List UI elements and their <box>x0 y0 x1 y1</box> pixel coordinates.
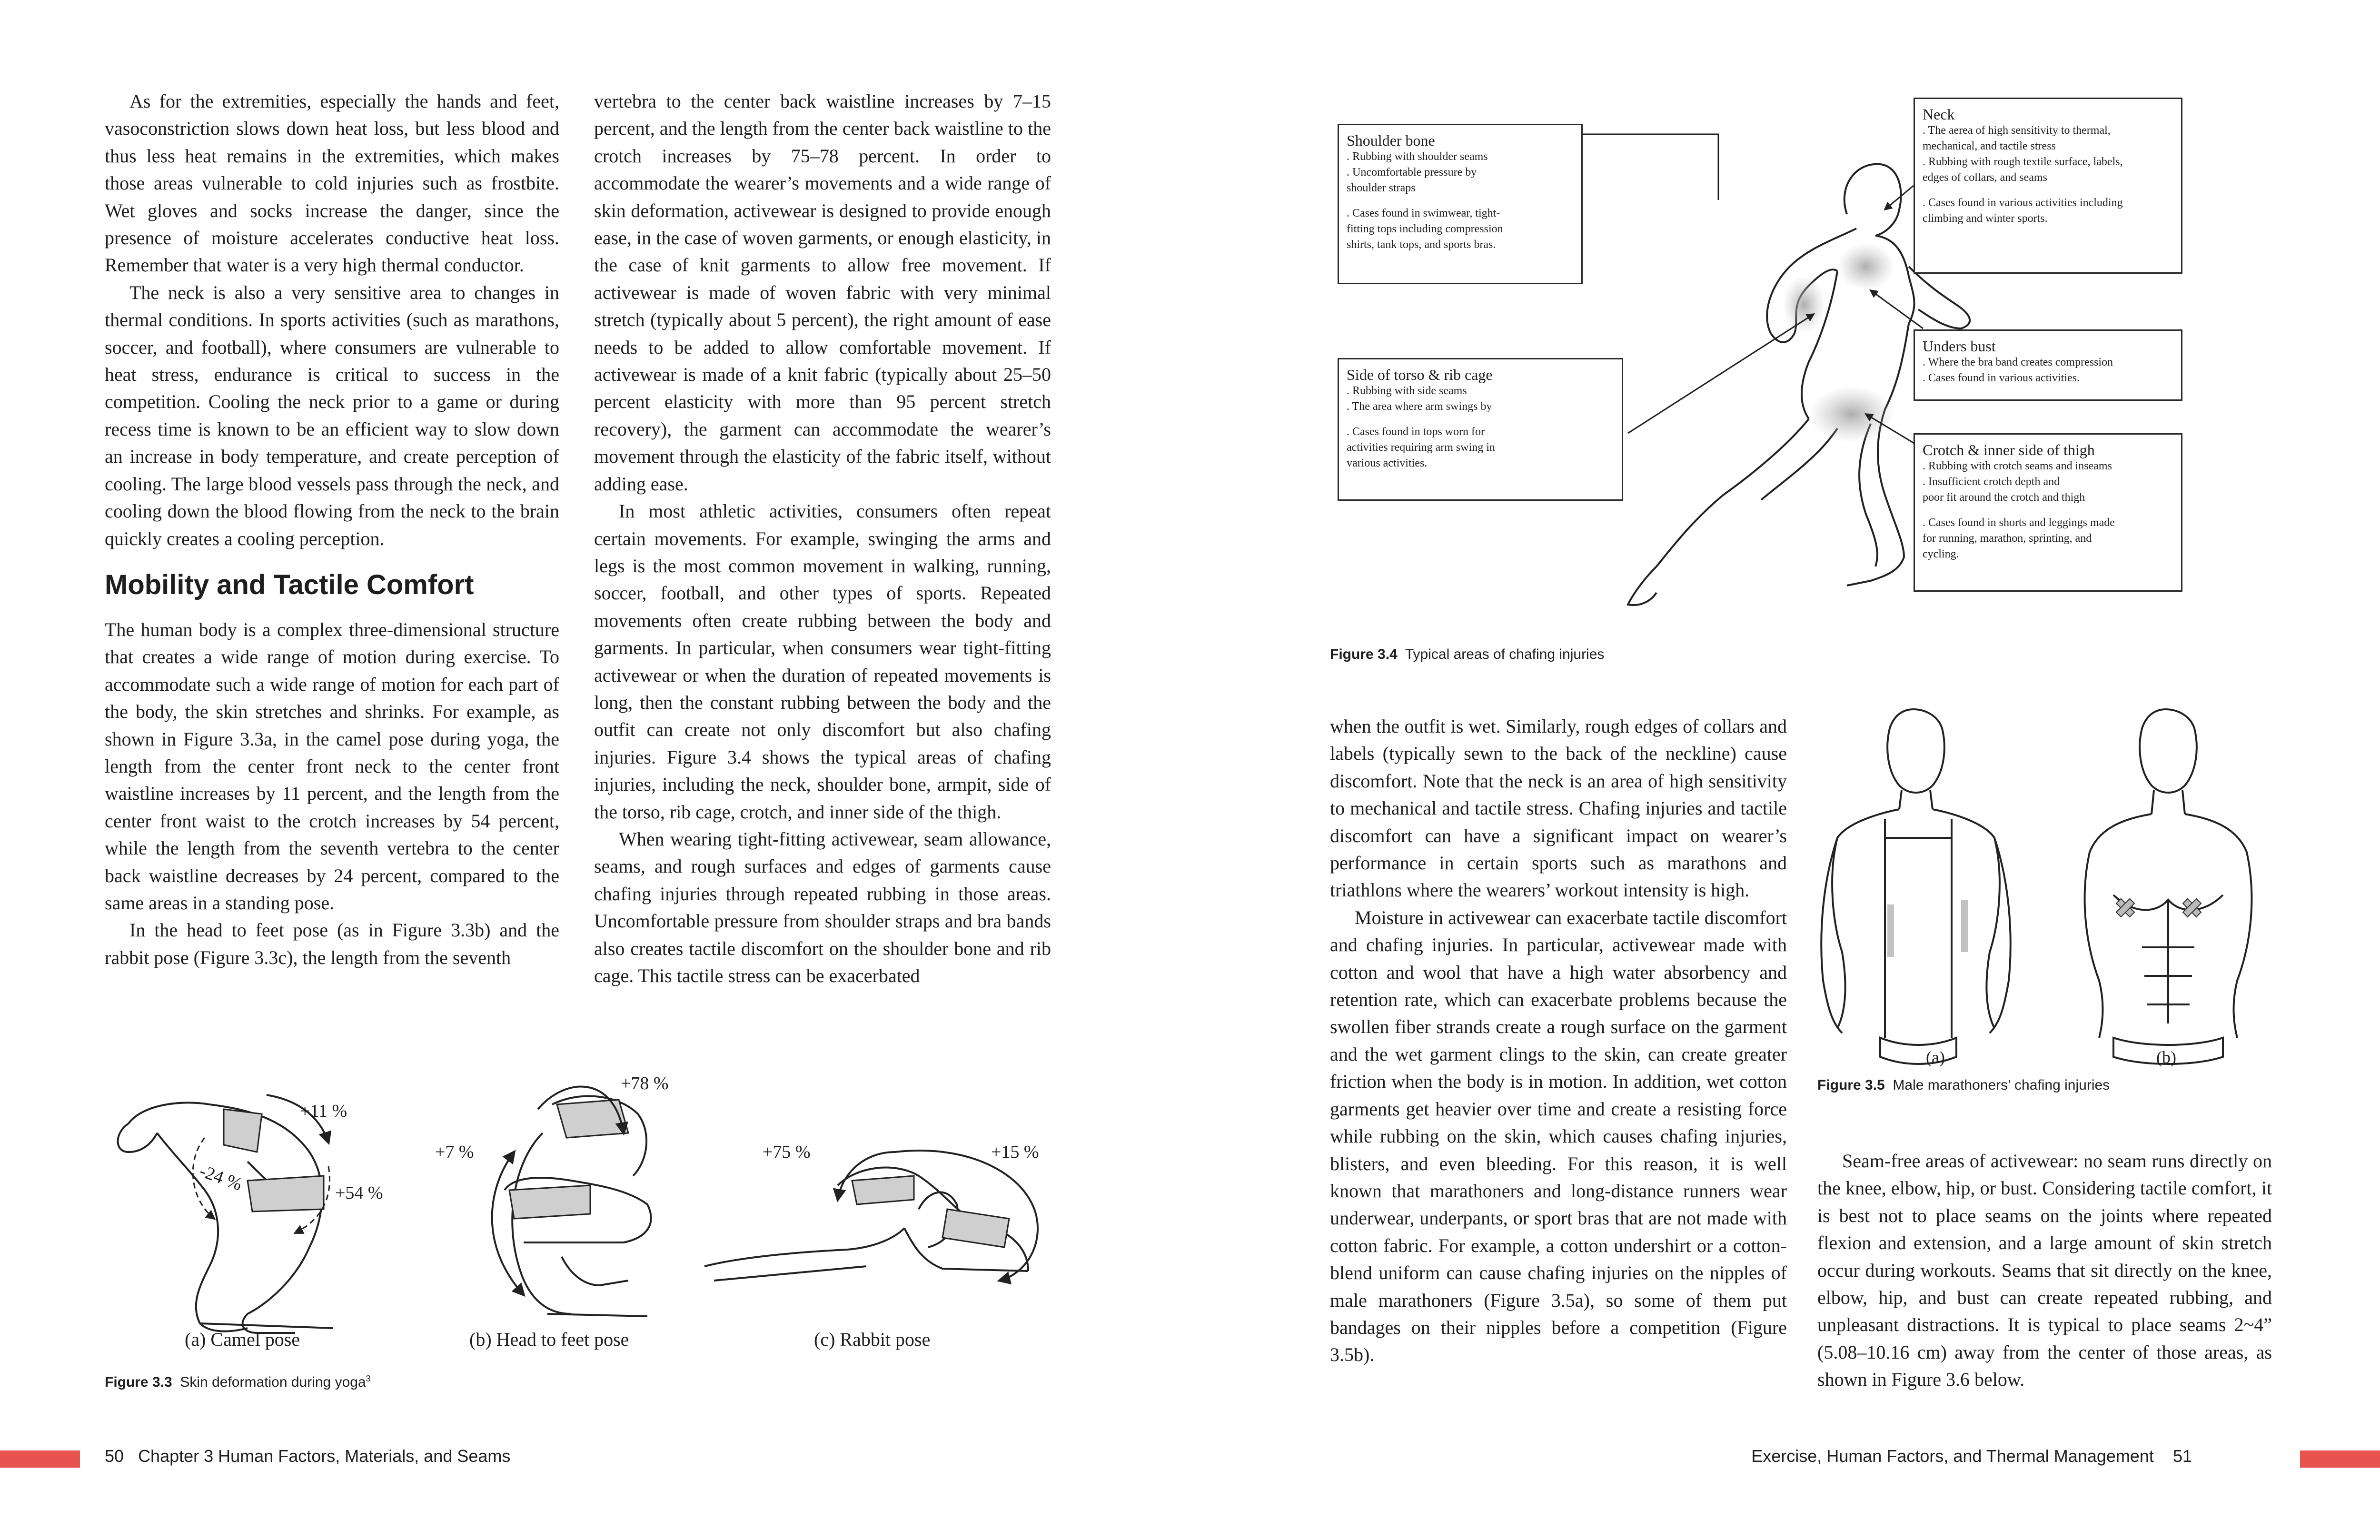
neck-box-line: . Rubbing with rough textile surface, labels, <box>1923 156 2123 168</box>
shoulder-box-line: . Rubbing with shoulder seams <box>1347 150 1488 163</box>
left-page-number: 50 <box>105 1446 124 1466</box>
shoulder-box-case: . Cases found in swimwear, tight- <box>1347 207 1500 219</box>
right-page-number: 51 <box>2172 1446 2192 1466</box>
shoulder-box-line: shoulder straps <box>1347 182 1416 194</box>
right-running-head: Exercise, Human Factors, and Thermal Management <box>1751 1446 2154 1466</box>
neck-box-line: . The aerea of high sensitivity to thermal, <box>1923 124 2111 137</box>
figure-3-5-caption-text: Male marathoners’ chafing injuries <box>1893 1077 2110 1093</box>
figure-3-5-sublabel-b: (b) <box>2156 1048 2176 1067</box>
bust-box-title: Unders bust <box>1923 338 1996 355</box>
figure-3-5-caption <box>1817 1077 2110 1093</box>
paragraph-wet-outfit: when the outfit is wet. Similarly, rough edges of collars and labels (typically sewn to the back of the neckline) cause discomfort. Note that the neck is an area of high sensitivity to mechanical and tactile stress. Chafing injuries and tactile discomfort can have a significant impact on wearer’s performance in certain sports such as marathons and triathlons where the wearers’ workout intensity is high. <box>1330 715 1787 901</box>
right-page-column-2 <box>1817 1147 2272 1393</box>
figure-3-5-sublabel-a: (a) <box>1926 1048 1945 1067</box>
chafe-mark-left <box>1887 904 1894 957</box>
camel-pct-minus-24: -24 % <box>197 1161 245 1195</box>
neck-box-case: . Cases found in various activities including <box>1923 197 2123 209</box>
neck-box-case: climbing and winter sports. <box>1923 212 2048 225</box>
camel-pct-plus-11: +11 % <box>300 1101 347 1121</box>
shoulder-box-title: Shoulder bone <box>1347 132 1435 149</box>
figure-3-4-caption-text: Typical areas of chafing injuries <box>1405 646 1605 662</box>
neck-box-line: mechanical, and tactile stress <box>1923 140 2056 152</box>
shoulder-box-case: fitting tops including compression <box>1347 223 1503 235</box>
torso-box-title: Side of torso & rib cage <box>1347 366 1493 383</box>
bust-box-line: . Cases found in various activities. <box>1923 372 2080 384</box>
torso-box-case: activities requiring arm swing in <box>1347 441 1495 454</box>
paragraph-head-to-feet: In the head to feet pose (as in Figure 3.3b) and the rabbit pose (Figure 3.3c), the length from the seventh <box>105 919 559 968</box>
paragraph-human-body: The human body is a complex three-dimensional structure that creates a wide range of motion during exercise. To accommodate such a wide range of motion for each part of the body, the skin stretches and shrinks. For example, as shown in Figure 3.3a, in the camel pose during yoga, the length from the center front neck to the center front waistline increases by 11 percent, and the length from the center front waist to the crotch increases by 54 percent, while the length from the seventh vertebra to the center back waistline decreases by 24 percent, compared to the same areas in a standing pose. <box>105 618 559 914</box>
head-feet-pct-plus-78: +78 % <box>621 1073 669 1093</box>
bandage-right <box>2183 899 2201 917</box>
right-footer <box>1751 1446 2192 1466</box>
rabbit-pct-plus-15: +15 % <box>991 1142 1039 1162</box>
torso-box-case: . Cases found in tops worn for <box>1347 426 1485 438</box>
bust-box-line: . Where the bra band creates compression <box>1923 356 2113 368</box>
crotch-box-case: cycling. <box>1923 548 1959 560</box>
crotch-box-line: poor fit around the crotch and thigh <box>1923 491 2085 504</box>
neck-box-title: Neck <box>1923 106 1955 123</box>
torso-box-case: various activities. <box>1347 457 1428 469</box>
pose-label-head-to-feet: (b) Head to feet pose <box>469 1329 629 1350</box>
pose-label-camel: (a) Camel pose <box>185 1329 300 1350</box>
figure-3-3-caption-text: Skin deformation during yoga <box>180 1374 366 1390</box>
head-feet-pct-plus-7: +7 % <box>435 1142 474 1162</box>
paragraph-neck-thermal: The neck is also a very sensitive area to changes in thermal conditions. In sports activities (such as marathons, soccer, and football), where consumers are vulnerable to heat stress, endurance is critical to success in the competition. Cooling the neck prior to a game or during recess time is known to be an efficient way to slow down an increase in body temperature, and create perception of cooling. The large blood vessels pass through the neck, and cooling down the blood flowing from the neck to the brain quickly creates a cooling perception. <box>105 281 559 549</box>
paragraph-tight-fitting: When wearing tight-fitting activewear, seam allowance, seams, and rough surfaces and edges of garments cause chafing injuries through repeated rubbing in those areas. Uncomfortable pressure from shoulder straps and bra bands also creates tactile discomfort on the shoulder bone and rib cage. This tactile stress can be exacerbated <box>594 828 1051 986</box>
torso-box-line: . The area where arm swings by <box>1347 400 1492 413</box>
section-heading-mobility: Mobility and Tactile Comfort <box>105 569 474 600</box>
pose-label-rabbit: (c) Rabbit pose <box>814 1329 931 1350</box>
chafe-mark-right <box>1961 900 1968 952</box>
figure-3-3-caption-label: Figure 3.3 <box>105 1374 172 1390</box>
right-footer-accent-bar <box>2300 1451 2380 1468</box>
paragraph-repeated-movements: In most athletic activities, consumers often repeat certain movements. For example, swinging the arms and legs is the most common movement in walking, running, soccer, football, and other types of sports. Repeated movements often create rubbing between the body and garments. In particular, when consumers wear tight-fitting activewear or when the duration of repeated movements is long, then the constant rubbing between the body and the outfit can create not only discomfort but also chafing injuries. Figure 3.4 shows the typical areas of chafing injuries, including the neck, shoulder bone, armpit, side of the torso, rib cage, crotch, and inner side of the thigh. <box>594 500 1051 823</box>
marathoner-a-figure <box>1821 709 2011 1064</box>
crotch-box-line: . Rubbing with crotch seams and inseams <box>1923 460 2112 472</box>
shoulder-box-case: shirts, tank tops, and sports bras. <box>1347 238 1496 251</box>
figure-3-4-caption-label: Figure 3.4 <box>1330 646 1398 662</box>
paragraph-moisture: Moisture in activewear can exacerbate tactile discomfort and chafing injuries. In particular, activewear made with cotton and wool that have a high water absorbency and retention rate, which can exacerbate problems because the swollen fiber strands create a rough surface on the garment and the wet garment clings to the skin, can create greater friction when the body is in motion. In addition, wet cotton garments get heavier over time and create a resisting force while rubbing on the skin, which causes chafing injuries, blisters, and even bleeding. For this reason, it is well known that marathoners and long-distance runners wear underwear, underpants, or sport bras that are not made with cotton fabric. For example, a cotton undershirt or a cotton-blend uniform can cause chafing injuries on the nipples of male marathoners (Figure 3.5a), so some of them put bandages on their nipples before a competition (Figure 3.5b). <box>1330 906 1787 1366</box>
crotch-box-title: Crotch & inner side of thigh <box>1923 441 2095 458</box>
crotch-box-case: . Cases found in shorts and leggings made <box>1923 517 2115 529</box>
marathoner-b-figure <box>2085 709 2252 1064</box>
paragraph-seam-free: Seam-free areas of activewear: no seam runs directly on the knee, elbow, hip, or bust. Considering tactile comfort, it is best not to place seams on the joints where repeated flexion and extension, and a large amount of skin stretch occur during workouts. Seams that sit directly on the knee, elbow, hip, and bust can create repeated rubbing, and unpleasant distractions. It is typical to place seams 2~4” (5.08–10.16 cm) away from the center of those areas, as shown in Figure 3.6 below. <box>1817 1150 2272 1391</box>
left-chapter-title: Chapter 3 Human Factors, Materials, and Seams <box>138 1446 511 1466</box>
camel-pct-plus-54: +54 % <box>335 1183 383 1203</box>
neck-box-line: edges of collars, and seams <box>1923 171 2047 184</box>
crotch-box-line: . Insufficient crotch depth and <box>1923 476 2060 488</box>
figure-3-5-caption-label: Figure 3.5 <box>1817 1077 1885 1093</box>
paragraph-vertebra: vertebra to the center back waistline increases by 7–15 percent, and the length from the center back waistline to the crotch increases by 75–78 percent. In order to accommodate the wearer’s movements and a wide range of skin deformation, activewear is designed to provide enough ease, in the case of woven garments, or enough elasticity, in the case of knit garments to allow free movement. If activewear is made of woven fabric with very minimal stretch (typically about 5 percent), the right amount of ease needs to be added to allow comfortable movement. If activewear is made of a knit fabric (typically about 25–50 percent elasticity with more than 95 percent stretch recovery), the garment can accommodate the wearer’s movement through the elasticity of the fabric itself, without adding ease. <box>594 90 1051 495</box>
torso-box-line: . Rubbing with side seams <box>1347 385 1467 397</box>
crotch-box-case: for running, marathon, sprinting, and <box>1923 532 2092 545</box>
rabbit-pct-plus-75: +75 % <box>763 1142 811 1162</box>
figure-3-3-caption-sup: 3 <box>366 1374 371 1383</box>
paragraph-extremities: As for the extremities, especially the hands and feet, vasoconstriction slows down heat loss, but less blood and thus less heat remains in the extremities, which makes those areas vulnerable to cold injuries such as frostbite. Wet gloves and socks increase the danger, since the presence of moisture accelerates conductive heat loss. Remember that water is a very high thermal conductor. <box>105 90 559 276</box>
shoulder-box-line: . Uncomfortable pressure by <box>1347 166 1477 179</box>
